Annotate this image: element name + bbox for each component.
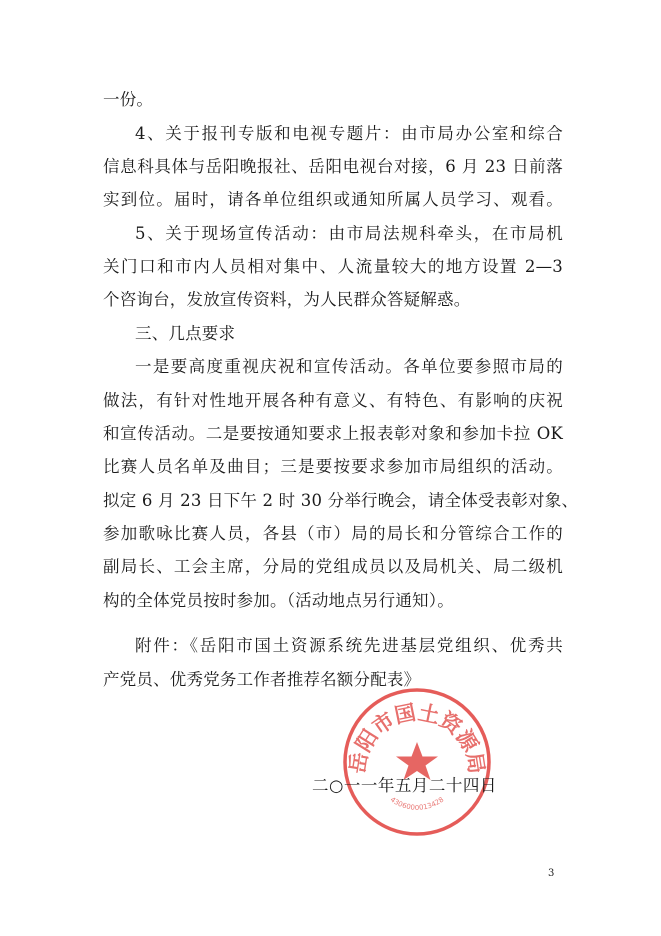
text-line-10: 做法，有针对性地开展各种有意义、有特色、有影响的庆祝 <box>103 391 563 410</box>
text-line-5: 5、关于现场宣传活动：由市局法规科牵头，在市局机 <box>135 224 563 243</box>
official-seal <box>339 684 495 840</box>
signature-date: 二○一一年五月二十四日 <box>312 776 497 795</box>
seal-serial: 4306000013428 <box>388 795 446 812</box>
text-line-7: 个咨询台，发放宣传资料，为人民群众答疑解惑。 <box>103 290 471 309</box>
attachment-line-2: 产党员、优秀党务工作者推荐名额分配表》 <box>103 670 421 689</box>
text-line-3: 信息科具体与岳阳晚报社、岳阳电视台对接，6 月 23 日前落 <box>103 157 563 176</box>
text-line-14: 参加歌咏比赛人员，各县（市）局的局长和分管综合工作的 <box>103 524 563 543</box>
text-line-2: 4、关于报刊专版和电视专题片：由市局办公室和综合 <box>135 124 563 143</box>
text-line-11: 和宣传活动。二是要按通知要求上报表彰对象和参加卡拉 OK <box>103 424 563 443</box>
text-line-9: 一是要高度重视庆祝和宣传活动。各单位要参照市局的 <box>135 357 563 376</box>
text-line-1: 一份。 <box>103 90 154 109</box>
seal-text: 岳阳市国土资源局 <box>344 699 490 776</box>
star-icon <box>396 742 438 780</box>
text-line-6: 关门口和市内人员相对集中、人流量较大的地方设置 2—3 <box>103 257 563 276</box>
text-line-13: 拟定 6 月 23 日下午 2 时 30 分举行晚会，请全体受表彰对象、 <box>103 491 579 510</box>
text-line-16: 构的全体党员按时参加。（活动地点另行通知）。 <box>103 591 454 610</box>
section-heading: 三、几点要求 <box>135 324 236 343</box>
page-number: 3 <box>548 868 555 879</box>
text-line-12: 比赛人员名单及曲目；三是要按要求参加市局组织的活动。 <box>103 457 563 476</box>
text-line-15: 副局长、工会主席，分局的党组成员以及局机关、局二级机 <box>103 557 563 576</box>
attachment-line-1: 附件：《岳阳市国土资源系统先进基层党组织、优秀共 <box>135 636 563 655</box>
text-line-4: 实到位。届时，请各单位组织或通知所属人员学习、观看。 <box>103 190 563 209</box>
official-seal-graphic <box>339 684 495 840</box>
